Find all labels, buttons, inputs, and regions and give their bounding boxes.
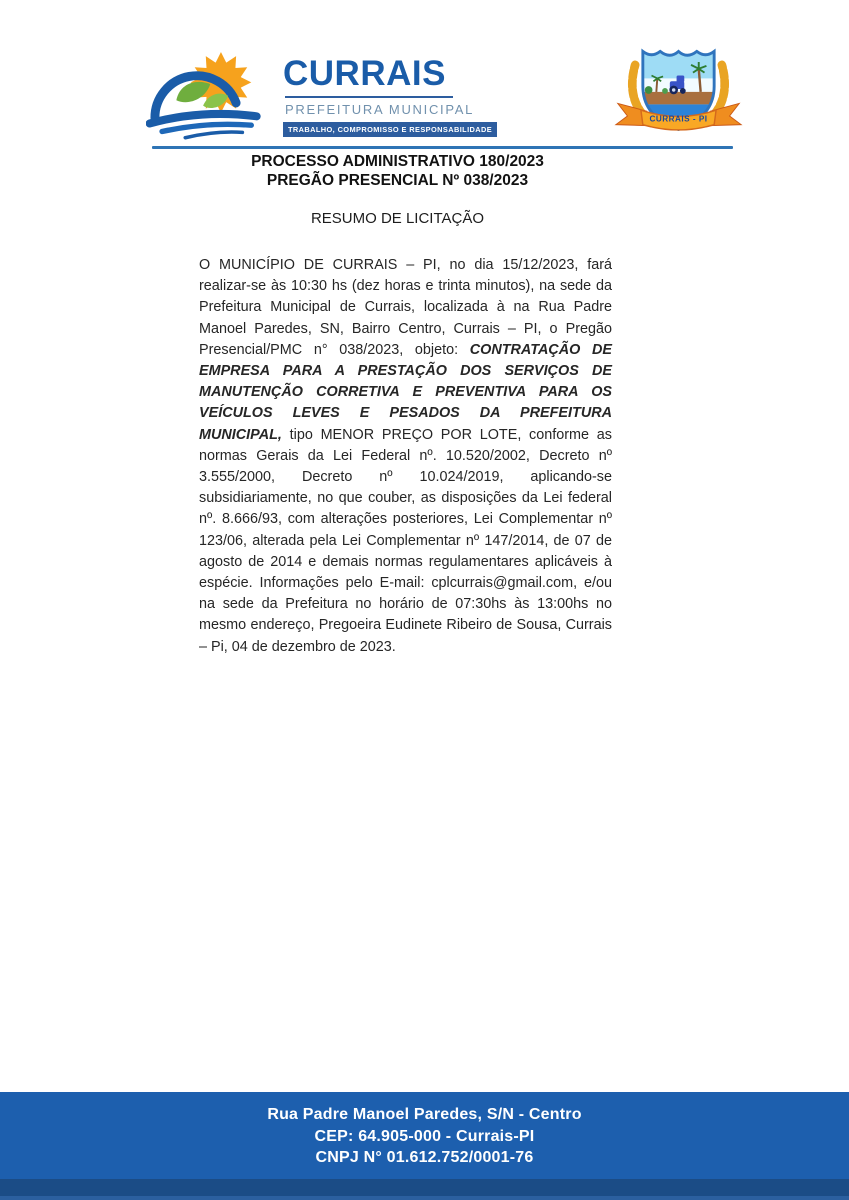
- logo-subtitle: PREFEITURA MUNICIPAL: [285, 102, 475, 117]
- footer-band: [0, 1092, 849, 1200]
- waves-icon: [150, 114, 257, 138]
- footer-bottom-strip: [0, 1179, 849, 1200]
- process-title-line1: PROCESSO ADMINISTRATIVO 180/2023: [251, 153, 544, 170]
- currais-coat-of-arms: [606, 36, 751, 142]
- process-title-line2: PREGÃO PRESENCIAL Nº 038/2023: [266, 171, 529, 189]
- logo-tagline: TRABALHO, COMPROMISSO E RESPONSABILIDADE: [283, 122, 497, 137]
- document-subtitle: RESUMO DE LICITAÇÃO: [310, 210, 485, 227]
- header-rule-divider: [152, 146, 733, 149]
- summary-paragraph: O MUNICÍPIO DE CURRAIS – PI, no dia 15/12/2023, fará realizar-se às 10:30 hs (dez horas e trinta minutos), na sede da Prefeitura Municipal de Currais, localizada à na Rua Padre Manoel Paredes, SN, Bairro Centro, Currais – PI, o Pregão Presencial/PMC n° 038/2023, objeto: CONTRATAÇÃO DE EMPRESA PARA A PRESTAÇÃO DOS SERVIÇOS DE MANUTENÇÃO CORRETIVA E PREVENTIVA PARA OS VEÍCULOS LEVES E PESADOS DA PREFEITURA MUNICIPAL, tipo MENOR PREÇO POR LOTE, conforme as normas Gerais da Lei Federal nº. 10.520/2002, Decreto nº 3.555/2000, Decreto nº 10.024/2019, aplicando-se subsidiariamente, no que couber, as disposições da Lei federal nº. 8.666/93, com alterações posteriores, Lei Complementar nº 123/06, alterada pela Lei Complementar nº 147/2014, de 07 de agosto de 2014 e demais normas regulamentares aplicáveis à espécie. Informações pelo E-mail: cplcurrais@gmail.com, e/ou na sede da Prefeitura no horário de 07:30hs às 13:00hs no mesmo endereço, Pregoeira Eudinete Ribeiro de Sousa, Currais – Pi, 04 de dezembro de 2023.: [199, 257, 612, 655]
- logo-divider: [285, 96, 453, 98]
- crest-ribbon-label: CURRAIS - PI: [649, 114, 708, 124]
- logo-wordmark: CURRAIS: [283, 54, 446, 93]
- footer-cnpj-line: CNPJ N° 01.612.752/0001-76: [315, 1149, 534, 1166]
- prefeitura-logo-text: [283, 54, 493, 137]
- process-title-block: [191, 153, 604, 190]
- footer-cep-line: CEP: 64.905-000 - Currais-PI: [314, 1127, 535, 1145]
- prefeitura-logo-graphic: [146, 42, 262, 146]
- footer-address-line: Rua Padre Manoel Paredes, S/N - Centro: [267, 1106, 582, 1123]
- footer-lines: [0, 1092, 849, 1169]
